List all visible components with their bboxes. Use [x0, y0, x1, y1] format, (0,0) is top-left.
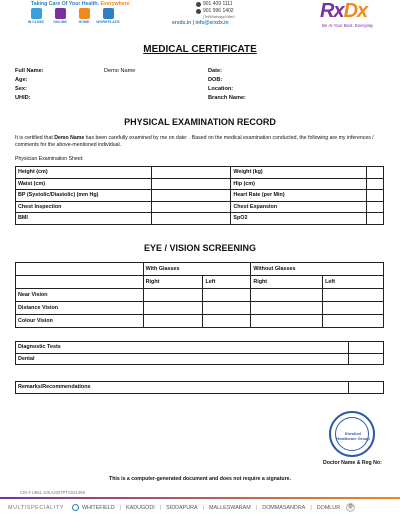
remarks-table: [15, 381, 384, 394]
sex-label: Sex:: [15, 86, 27, 92]
exam-field-label: Weight (kg): [231, 167, 367, 179]
physical-exam-table: [15, 166, 384, 225]
exam-field-label: Waist (cm): [16, 178, 152, 190]
location-name: DOMMASANDRA: [262, 504, 306, 511]
phone-icon: [196, 2, 201, 7]
right-header: Right: [143, 276, 203, 289]
service-label: HOME: [78, 20, 90, 24]
exam-field-label: BMI: [16, 213, 152, 225]
exam-field-label: SpO2: [231, 213, 367, 225]
vision-value: [143, 315, 203, 328]
remarks-value: [349, 382, 384, 394]
vision-value: [203, 289, 251, 302]
vision-test-label: Colour Vision: [16, 315, 144, 328]
test-label: Diagnostic Tests: [16, 342, 349, 354]
location-name: KADUGODI: [126, 504, 155, 511]
exam-field-label: Heart Rate (per Min): [231, 190, 367, 202]
service-label: IN CLINIC: [27, 20, 45, 24]
gear-icon: ⚙: [347, 504, 354, 510]
exam-field-value: [151, 167, 231, 179]
test-value: [349, 353, 384, 365]
letterhead: [0, 0, 400, 36]
separator: |: [255, 504, 258, 511]
whatsapp-icon: [196, 9, 201, 14]
location-name: DOMLUR: [316, 504, 341, 511]
table-cell: [16, 263, 144, 276]
full-name-value: Demo Name: [104, 68, 136, 74]
table-row: [16, 289, 384, 302]
dob-label: DOB:: [208, 77, 223, 83]
vision-value: [143, 302, 203, 315]
service-item: [51, 8, 69, 24]
uhid-label: UHID:: [15, 95, 31, 101]
contact-block: [172, 1, 235, 27]
tagline: [31, 1, 130, 7]
exam-field-value: [367, 167, 384, 179]
vision-value: [323, 302, 384, 315]
table-row: [16, 201, 384, 213]
table-cell: [16, 276, 144, 289]
vision-value: [203, 302, 251, 315]
full-name-label: Full Name:: [15, 68, 44, 74]
table-row: [16, 342, 384, 354]
certification-paragraph: It is certified that Demo Name has been carefully examined by me on date: . Based on the medical examination conducted, the following are my inferences / comments for the above-mentioned individual.: [15, 135, 374, 148]
location-name: WHITEFIELD: [81, 504, 115, 511]
service-icon: [55, 8, 66, 19]
physical-exam-title: PHYSICAL EXAMINATION RECORD: [124, 117, 276, 127]
left-header: Left: [323, 276, 384, 289]
footer: [0, 499, 400, 516]
table-row: [16, 213, 384, 225]
vision-value: [203, 315, 251, 328]
tagline-accent: Everywhere: [100, 1, 130, 7]
phone-row-2: 901 996 1402: [196, 8, 235, 15]
footer-brand: MULTISPECIALITY: [8, 504, 64, 511]
exam-sheet-label: Physician Examination Sheet:: [15, 156, 84, 162]
website-email[interactable]: erxdx.in | info@erxdx.in: [172, 20, 229, 26]
remarks-label: Remarks/Recommendations: [16, 382, 349, 394]
tests-table: [15, 341, 384, 365]
footer-locations: [82, 505, 340, 511]
exam-field-value: [367, 178, 384, 190]
exam-field-value: [151, 190, 231, 202]
eye-screening-title: EYE / VISION SCREENING: [143, 243, 257, 253]
table-row: [16, 190, 384, 202]
vision-value: [143, 289, 203, 302]
age-label: Age:: [15, 77, 28, 83]
table-row: [16, 276, 384, 289]
table-row: [16, 353, 384, 365]
service-label: ONLINE: [53, 20, 67, 24]
location-name: SIDDAPURA: [166, 504, 198, 511]
with-glasses-header: With Glasses: [143, 263, 251, 276]
exam-field-value: [367, 213, 384, 225]
clinic-stamp: [329, 411, 375, 457]
vision-value: [251, 302, 323, 315]
eye-screening-table: [15, 262, 384, 328]
test-value: [349, 342, 384, 354]
service-icon: [31, 8, 42, 19]
stamp-text: Enrolled Healthcare Group: [336, 431, 370, 441]
separator: |: [119, 504, 121, 511]
location-name: MALLESWARAM: [209, 504, 251, 511]
service-icon: [103, 8, 114, 19]
table-row: [16, 263, 384, 276]
vision-test-label: Distance Vision: [16, 302, 144, 315]
exam-field-value: [151, 201, 231, 213]
exam-field-value: [367, 201, 384, 213]
branch-label: Branch Name:: [208, 95, 246, 101]
table-row: [16, 302, 384, 315]
doctor-sign-label: Doctor Name & Reg No:: [323, 460, 382, 466]
vision-test-label: Near Vision: [16, 289, 144, 302]
location-pin-icon: [72, 504, 79, 511]
phone-note: (Tel/Whatsapp/Viber): [203, 15, 235, 19]
exam-field-value: [151, 213, 231, 225]
rxdx-logo: RxDx: [320, 0, 368, 22]
exam-field-label: Height (cm): [16, 167, 152, 179]
phone-row-1: 901 409 1111: [196, 1, 235, 8]
vision-value: [323, 315, 384, 328]
separator: |: [202, 504, 205, 511]
computer-generated-note: This is a computer-generated document and does not require a signature.: [109, 476, 291, 482]
logo-tagline: Be At Your Best. Everyday: [322, 23, 374, 28]
exam-field-label: BP (Systolic/Diastolic) (mm Hg): [16, 190, 152, 202]
date-label: Date:: [208, 68, 222, 74]
service-icon: [79, 8, 90, 19]
tagline-main: Taking Care Of Your Health.: [31, 1, 100, 7]
exam-field-label: Hip (cm): [231, 178, 367, 190]
table-row: [16, 167, 384, 179]
exam-field-label: Chest Expansion: [231, 201, 367, 213]
table-row: [16, 382, 384, 394]
exam-field-value: [367, 190, 384, 202]
service-item: [96, 8, 120, 24]
exam-field-value: [151, 178, 231, 190]
without-glasses-header: Without Glasses: [251, 263, 384, 276]
service-label: WORKPLACE: [96, 20, 120, 24]
service-item: [75, 8, 93, 24]
document-title: MEDICAL CERTIFICATE: [143, 44, 257, 55]
vision-value: [251, 289, 323, 302]
table-row: [16, 315, 384, 328]
service-item: [27, 8, 45, 24]
separator: |: [159, 504, 162, 511]
separator: |: [310, 504, 312, 511]
left-header: Left: [203, 276, 251, 289]
table-row: [16, 178, 384, 190]
location-label: Location:: [208, 86, 234, 92]
cin-number: CIN # U851 10KA2007PTC041369: [20, 490, 85, 495]
right-header: Right: [251, 276, 323, 289]
exam-field-label: Chest Inspection: [16, 201, 152, 213]
vision-value: [251, 315, 323, 328]
vision-value: [323, 289, 384, 302]
test-label: Dental: [16, 353, 349, 365]
service-icons: [27, 8, 120, 24]
